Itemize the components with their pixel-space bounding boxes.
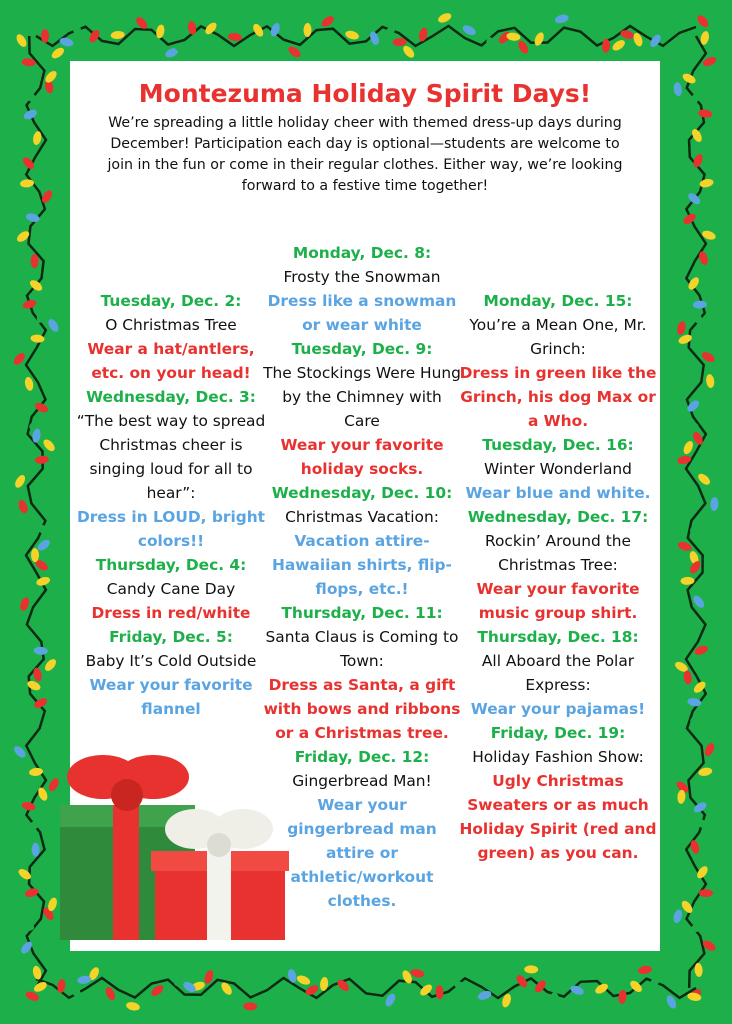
light-bulb-icon bbox=[709, 619, 720, 635]
day-attire: Dress as Santa, a gift with bows and ribbons or a Christmas tree. bbox=[263, 676, 461, 742]
light-bulb-icon bbox=[477, 989, 493, 1001]
day-heading: Monday, Dec. 15: bbox=[483, 292, 633, 310]
light-bulb-icon bbox=[618, 990, 627, 1005]
light-bulb-icon bbox=[698, 109, 713, 119]
day-theme: “The best way to spread Christmas cheer is singing loud for all to hear”: bbox=[76, 412, 266, 502]
light-bulb-icon bbox=[524, 965, 538, 973]
day-attire: Dress in red/white bbox=[91, 604, 251, 622]
day-heading: Friday, Dec. 12: bbox=[294, 748, 430, 766]
light-bulb-icon bbox=[320, 14, 336, 29]
light-bulb-icon bbox=[437, 11, 453, 24]
light-bulb-icon bbox=[110, 30, 125, 39]
light-bulb-icon bbox=[344, 29, 360, 41]
day-attire: Wear a hat/antlers, etc. on your head! bbox=[87, 340, 255, 382]
light-bulb-icon bbox=[228, 32, 243, 41]
light-bulb-icon bbox=[22, 299, 38, 311]
light-bulb-icon bbox=[699, 889, 713, 897]
day-attire: Dress in LOUD, bright colors!! bbox=[76, 508, 266, 550]
light-bulb-icon bbox=[461, 23, 477, 37]
light-bulb-icon bbox=[672, 908, 684, 924]
light-bulb-icon bbox=[691, 594, 706, 610]
spirit-day-entry bbox=[70, 385, 272, 553]
day-heading: Wednesday, Dec. 17: bbox=[467, 508, 649, 526]
light-bulb-icon bbox=[33, 646, 48, 655]
light-bulb-icon bbox=[12, 621, 26, 637]
light-bulb-icon bbox=[21, 801, 37, 812]
light-bulb-icon bbox=[619, 29, 635, 41]
light-bulb-icon bbox=[251, 22, 265, 38]
light-bulb-icon bbox=[71, 22, 83, 38]
light-bulb-icon bbox=[18, 596, 30, 612]
day-attire: Wear your favorite holiday socks. bbox=[280, 436, 444, 478]
day-theme: Holiday Fashion Show: bbox=[472, 748, 644, 766]
light-bulb-icon bbox=[578, 17, 594, 32]
spirit-day-entry bbox=[70, 625, 272, 721]
day-heading: Wednesday, Dec. 3: bbox=[86, 388, 256, 406]
light-bulb-icon bbox=[695, 13, 710, 29]
day-attire: Wear your pajamas! bbox=[470, 700, 646, 718]
light-bulb-icon bbox=[35, 524, 51, 535]
day-heading: Tuesday, Dec. 9: bbox=[291, 340, 433, 358]
light-bulb-icon bbox=[710, 497, 719, 512]
day-theme: Frosty the Snowman bbox=[283, 268, 441, 286]
spirit-day-entry bbox=[262, 481, 462, 601]
day-heading: Wednesday, Dec. 10: bbox=[271, 484, 453, 502]
light-bulb-icon bbox=[295, 974, 311, 987]
light-bulb-icon bbox=[187, 20, 197, 35]
day-theme: Winter Wonderland bbox=[484, 460, 632, 478]
day-heading: Tuesday, Dec. 16: bbox=[482, 436, 634, 454]
light-bulb-icon bbox=[243, 1002, 257, 1010]
light-bulb-icon bbox=[682, 440, 695, 456]
day-heading: Monday, Dec. 8: bbox=[292, 244, 432, 262]
light-bulb-icon bbox=[22, 108, 38, 121]
light-bulb-icon bbox=[35, 308, 47, 324]
day-heading: Thursday, Dec. 11: bbox=[281, 604, 443, 622]
day-attire: Wear your gingerbread man attire or athletic/workout clothes. bbox=[287, 796, 437, 910]
light-bulb-icon bbox=[672, 19, 686, 28]
light-bulb-icon bbox=[705, 374, 715, 389]
day-attire: Wear your favorite flannel bbox=[89, 676, 253, 718]
light-bulb-icon bbox=[673, 82, 683, 97]
light-bulb-icon bbox=[24, 376, 35, 391]
day-attire: Dress in green like the Grinch, his dog Max or a Who. bbox=[459, 364, 657, 430]
day-theme: All Aboard the Polar Express: bbox=[481, 652, 635, 694]
day-heading: Friday, Dec. 19: bbox=[490, 724, 626, 742]
lights-wire bbox=[36, 26, 696, 46]
spirit-day-entry bbox=[70, 289, 272, 385]
day-attire: Wear blue and white. bbox=[465, 484, 651, 502]
spirit-day-entry bbox=[262, 601, 462, 745]
light-bulb-icon bbox=[12, 744, 27, 760]
light-bulb-icon bbox=[13, 473, 27, 489]
light-bulb-icon bbox=[703, 742, 716, 758]
spirit-day-entry bbox=[70, 553, 272, 625]
light-bulb-icon bbox=[20, 179, 35, 188]
light-bulb-icon bbox=[360, 997, 375, 1007]
light-bulb-icon bbox=[683, 670, 692, 685]
light-bulb-icon bbox=[693, 300, 707, 308]
light-bulb-icon bbox=[554, 13, 570, 24]
light-bulb-icon bbox=[125, 1001, 140, 1012]
day-theme: Baby It’s Cold Outside bbox=[85, 652, 257, 670]
day-theme: Rockin’ Around the Christmas Tree: bbox=[485, 532, 631, 574]
page-title: Montezuma Holiday Spirit Days! bbox=[138, 79, 592, 108]
spirit-day-entry bbox=[455, 505, 661, 625]
light-bulb-icon bbox=[435, 985, 444, 1000]
day-attire: Vacation attire- Hawaiian shirts, flip-flops, etc.! bbox=[272, 532, 452, 598]
light-bulb-icon bbox=[34, 455, 49, 464]
light-bulb-icon bbox=[41, 29, 49, 43]
light-bulb-icon bbox=[637, 965, 652, 975]
light-bulb-icon bbox=[648, 33, 662, 49]
light-bulb-icon bbox=[41, 437, 56, 453]
day-heading: Thursday, Dec. 4: bbox=[95, 556, 247, 574]
spirit-day-entry bbox=[455, 433, 661, 505]
day-theme: Santa Claus is Coming to Town: bbox=[265, 628, 459, 670]
day-attire: Wear your favorite music group shirt. bbox=[476, 580, 640, 622]
day-heading: Thursday, Dec. 18: bbox=[477, 628, 639, 646]
light-bulb-icon bbox=[46, 317, 60, 333]
day-attire: Dress like a snowman or wear white bbox=[267, 292, 457, 334]
spirit-day-entry bbox=[455, 625, 661, 721]
light-bulb-icon bbox=[533, 31, 546, 47]
light-bulb-icon bbox=[155, 24, 166, 39]
red-gift-icon bbox=[151, 809, 289, 940]
day-attire: Ugly Christmas Sweaters or as much Holiday Spirit (red and green) as you can. bbox=[459, 772, 657, 862]
light-bulb-icon bbox=[29, 767, 44, 777]
light-bulb-icon bbox=[14, 33, 28, 49]
spirit-day-entry bbox=[455, 721, 661, 865]
light-bulb-icon bbox=[50, 46, 66, 61]
light-bulb-icon bbox=[611, 38, 627, 53]
light-bulb-icon bbox=[12, 351, 27, 367]
day-theme: O Christmas Tree bbox=[105, 316, 237, 334]
light-bulb-icon bbox=[673, 201, 682, 215]
day-theme: Candy Cane Day bbox=[106, 580, 236, 598]
light-bulb-icon bbox=[687, 697, 702, 707]
week3-column bbox=[455, 289, 661, 865]
light-bulb-icon bbox=[26, 719, 36, 734]
light-bulb-icon bbox=[17, 499, 30, 515]
light-bulb-icon bbox=[31, 548, 39, 562]
light-bulb-icon bbox=[149, 983, 165, 998]
light-bulb-icon bbox=[25, 212, 41, 224]
light-bulb-icon bbox=[43, 657, 58, 673]
day-theme: Gingerbread Man! bbox=[292, 772, 432, 790]
spirit-day-entry bbox=[262, 337, 462, 481]
day-theme: Christmas Vacation: bbox=[285, 508, 439, 526]
day-heading: Tuesday, Dec. 2: bbox=[100, 292, 242, 310]
day-theme: The Stockings Were Hung by the Chimney with Care bbox=[263, 364, 461, 430]
spirit-day-entry bbox=[455, 289, 661, 433]
day-theme: You’re a Mean One, Mr. Grinch: bbox=[469, 316, 647, 358]
light-bulb-icon bbox=[410, 968, 425, 979]
day-heading: Friday, Dec. 5: bbox=[109, 628, 233, 646]
light-bulb-icon bbox=[31, 254, 39, 268]
light-bulb-icon bbox=[485, 36, 495, 51]
light-bulb-icon bbox=[676, 320, 687, 336]
gift-boxes-illustration bbox=[55, 755, 295, 945]
spirit-day-entry bbox=[262, 241, 462, 337]
week1-column bbox=[70, 289, 272, 721]
light-bulb-icon bbox=[56, 979, 66, 994]
intro-paragraph: We’re spreading a little holiday cheer with themed dress-up days during December! Participation each day is optional—students are welcome to join in the fun or come in their regular clothes. Either way, we’re looking forward to a festive time together! bbox=[107, 115, 623, 194]
